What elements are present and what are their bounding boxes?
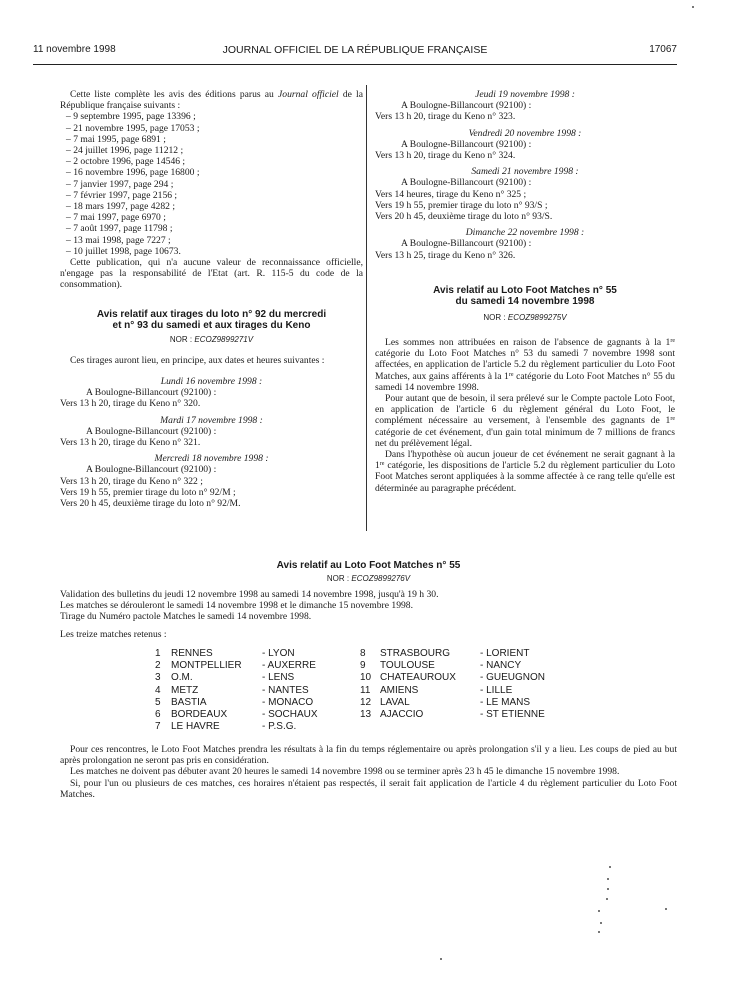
edition-item: – 21 novembre 1995, page 17053 ; <box>66 122 200 134</box>
match-home: AMIENS <box>380 684 419 696</box>
match-home: CHATEAUROUX <box>380 672 456 684</box>
match-home: STRASBOURG <box>380 648 451 659</box>
draw-line: Vers 13 h 20, tirage du Keno n° 320. <box>60 398 201 410</box>
edition-item: – 7 janvier 1997, page 294 ; <box>66 178 174 190</box>
editions-list <box>60 111 363 257</box>
scan-speck <box>600 922 602 924</box>
draw-line: Vers 14 heures, tirage du Keno n° 325 ; <box>375 188 527 200</box>
edition-item: – 24 juillet 1996, page 11212 ; <box>66 145 184 157</box>
edition-item: – 7 mai 1995, page 6891 ; <box>66 133 166 145</box>
draw-day: Mardi 17 novembre 1998 : <box>160 414 263 426</box>
avis-loto-intro: Ces tirages auront lieu, en principe, aux dates et heures suivantes : <box>70 354 325 366</box>
scan-speck <box>606 898 608 900</box>
edition-item: – 7 mai 1997, page 6970 ; <box>66 212 166 224</box>
draw-day: Jeudi 19 novembre 1998 : <box>475 89 575 100</box>
right-column <box>375 89 675 494</box>
match-home: LE HAVRE <box>171 721 220 733</box>
avis-foot-paragraph: Dans l'hypothèse où aucun joueur de cet événement ne serait gagnant à la 1re catégorie, les dispositions de l'article 5.2 du règlement particulier du Loto Foot Matches seront appliquées à la somme affectée à ce rang telle qu'elle est déterminée au paragraphe précédent. <box>375 449 675 494</box>
scan-speck <box>598 910 600 912</box>
matches-dates-line: Les matches se dérouleront le samedi 14 novembre 1998 et le dimanche 15 novembre 1998. <box>60 600 413 612</box>
draw-day: Mercredi 18 novembre 1998 : <box>154 453 269 465</box>
bottom-avis-header <box>60 560 677 584</box>
match-away: - LE MANS <box>480 696 531 708</box>
match-away: - GUEUGNON <box>480 672 545 684</box>
match-home: TOULOUSE <box>380 660 435 672</box>
draw-line: Vers 20 h 45, deuxième tirage du loto n° 92/M. <box>60 498 241 510</box>
matches-intro: Les treize matches retenus : <box>60 629 167 640</box>
match-away: - SOCHAUX <box>262 708 318 720</box>
avis-loto-title: Avis relatif aux tirages du loto n° 92 du mercredi et n° 93 du samedi et aux tirages du Keno <box>96 308 327 332</box>
match-number: 12 <box>360 696 372 708</box>
draw-location: A Boulogne-Billancourt (92100) : <box>401 177 532 189</box>
match-number: 3 <box>155 672 161 684</box>
edition-item: – 16 novembre 1996, page 16800 ; <box>66 167 200 179</box>
match-home: METZ <box>171 684 199 696</box>
edition-item: – 18 mars 1997, page 4282 ; <box>66 201 175 213</box>
match-away: - NANCY <box>480 660 522 672</box>
bottom-avis-nor: NOR : ECOZ9899276V <box>326 573 411 583</box>
bottom-avis-lines <box>60 589 677 623</box>
match-away: - LENS <box>262 672 295 684</box>
match-home: AJACCIO <box>380 708 424 720</box>
match-number: 4 <box>155 684 161 696</box>
editions-intro: Cette liste complète les avis des éditions parus au Journal officiel de la République française suivants : <box>60 89 363 112</box>
match-number: 7 <box>155 721 161 733</box>
scan-speck <box>598 931 600 933</box>
avis-foot-nor: NOR : ECOZ9899275V <box>483 312 567 322</box>
draw-line: Vers 19 h 55, premier tirage du loto n° 93/S ; <box>375 199 548 211</box>
draw-location: A Boulogne-Billancourt (92100) : <box>86 387 217 399</box>
draw-line: Vers 13 h 20, tirage du Keno n° 324. <box>375 150 516 162</box>
page-header <box>33 40 677 56</box>
scan-speck <box>440 958 442 960</box>
draw-day: Samedi 21 novembre 1998 : <box>471 166 579 178</box>
match-row <box>155 685 585 697</box>
match-row <box>155 648 585 660</box>
match-number: 10 <box>360 672 372 684</box>
match-number: 2 <box>155 660 161 672</box>
draw-line: Vers 19 h 55, premier tirage du loto n° 92/M ; <box>60 486 236 498</box>
avis-foot-title: Avis relatif au Loto Foot Matches n° 55 du samedi 14 novembre 1998 <box>433 284 617 308</box>
match-away: - LILLE <box>480 684 513 696</box>
matches-table <box>155 648 585 733</box>
left-column <box>60 89 363 509</box>
disclaimer: Cette publication, qui n'a aucune valeur de reconnaissance officielle, n'engage pas la responsabilité de l'Etat (art. R. 115-5 du code de la consommation). <box>60 257 363 291</box>
draw-location: A Boulogne-Billancourt (92100) : <box>86 425 217 437</box>
match-home: O.M. <box>171 672 193 684</box>
match-number: 6 <box>155 708 161 720</box>
closing-paragraph: Si, pour l'un ou plusieurs de ces matches, ces horaires n'étaient pas respectés, il serait fait application de l'article 4 du règlement particulier du Loto Foot Matches. <box>60 777 677 800</box>
journal-title: JOURNAL OFFICIEL DE LA RÉPUBLIQUE FRANÇAISE <box>222 44 488 56</box>
match-home: LAVAL <box>380 696 410 708</box>
draw-day: Dimanche 22 novembre 1998 : <box>465 227 585 239</box>
match-away: - LORIENT <box>480 648 530 659</box>
match-row <box>155 697 585 709</box>
match-row <box>155 721 585 733</box>
bottom-avis-title: Avis relatif au Loto Foot Matches n° 55 <box>276 560 461 571</box>
avis-foot-paragraph: Les sommes non attribuées en raison de l'absence de gagnants à la 1re catégorie du Loto Foot Matches n° 53 du samedi 7 novembre 1998 sont affectées, en application de l'article 5.2 du règlement particulier du Loto Foot Matches, aux gains afférents à la 1re catégorie du Loto Foot Matches n° 55 du samedi 14 novembre 1998. <box>375 337 675 393</box>
match-number: 8 <box>360 648 366 659</box>
avis-loto-nor: NOR : ECOZ9899271V <box>169 334 254 344</box>
match-away: - P.S.G. <box>262 721 297 733</box>
edition-item: – 13 mai 1998, page 7227 ; <box>66 234 171 246</box>
match-away: - NANTES <box>262 684 309 696</box>
closing-paragraphs <box>60 744 677 800</box>
match-away: - LYON <box>262 648 295 659</box>
match-away: - MONACO <box>262 696 314 708</box>
draw-location: A Boulogne-Billancourt (92100) : <box>401 238 532 250</box>
closing-paragraph: Les matches ne doivent pas débuter avant 20 heures le samedi 14 novembre 1998 ou se terminer après 23 h 45 le dimanche 15 novembre 1998. <box>70 766 620 778</box>
match-row <box>155 709 585 721</box>
draw-line: Vers 13 h 25, tirage du Keno n° 326. <box>375 249 516 261</box>
match-home: RENNES <box>171 648 213 659</box>
draw-line: Vers 13 h 20, tirage du Keno n° 321. <box>60 437 201 449</box>
header-rule <box>33 64 677 65</box>
scan-speck <box>609 866 611 868</box>
match-row <box>155 672 585 684</box>
column-divider <box>366 85 367 531</box>
closing-paragraph: Pour ces rencontres, le Loto Foot Matches prendra les résultats à la fin du temps réglementaire ou après prolongation s'il y a lieu. Les coups de pied au but après prolongation ne seront pas pris en considération. <box>60 744 677 767</box>
edition-item: – 9 septembre 1995, page 13396 ; <box>66 111 196 123</box>
pactole-line: Tirage du Numéro pactole Matches le samedi 14 novembre 1998. <box>60 611 312 623</box>
match-number: 5 <box>155 696 161 708</box>
match-number: 11 <box>360 684 371 696</box>
draw-line: Vers 13 h 20, tirage du Keno n° 323. <box>375 111 516 123</box>
match-number: 13 <box>360 708 372 720</box>
scan-speck <box>665 908 667 910</box>
match-away: - ST ETIENNE <box>480 708 545 720</box>
scan-speck <box>607 888 609 890</box>
match-away: - AUXERRE <box>262 660 316 672</box>
draw-location: A Boulogne-Billancourt (92100) : <box>401 138 532 150</box>
draw-line: Vers 13 h 20, tirage du Keno n° 322 ; <box>60 475 203 487</box>
draw-day: Vendredi 20 novembre 1998 : <box>468 127 582 139</box>
draw-location: A Boulogne-Billancourt (92100) : <box>86 464 217 476</box>
match-number: 1 <box>155 648 161 659</box>
draw-location: A Boulogne-Billancourt (92100) : <box>401 100 532 112</box>
match-home: MONTPELLIER <box>171 660 242 672</box>
page-number: 17067 <box>649 44 677 55</box>
edition-item: – 7 février 1997, page 2156 ; <box>66 189 178 201</box>
match-home: BORDEAUX <box>171 708 228 720</box>
edition-item: – 10 juillet 1998, page 10673. <box>66 245 181 257</box>
match-number: 9 <box>360 660 366 672</box>
match-row <box>155 660 585 672</box>
edition-item: – 2 octobre 1996, page 14546 ; <box>66 156 186 168</box>
draw-day: Lundi 16 novembre 1998 : <box>160 376 263 388</box>
scan-speck <box>607 878 609 880</box>
draw-line: Vers 20 h 45, deuxième tirage du loto n° 93/S. <box>375 211 553 223</box>
header-date: 11 novembre 1998 <box>33 44 116 55</box>
avis-foot-paragraph: Pour autant que de besoin, il sera prélevé sur le Compte pactole Loto Foot, en application de l'article 6 du règlement général du Loto Foot, le complément nécessaire au versement, à l'ensemble des gagnants de 1re catégorie de cet événement, d'un gain total minimum de 7 millions de francs net du prélèvement légal. <box>375 393 675 449</box>
edition-item: – 7 août 1997, page 11798 ; <box>66 223 173 235</box>
scan-speck <box>692 6 694 8</box>
validation-line: Validation des bulletins du jeudi 12 novembre 1998 au samedi 14 novembre 1998, jusqu'à 19 h 30. <box>60 589 439 600</box>
match-home: BASTIA <box>171 696 207 708</box>
